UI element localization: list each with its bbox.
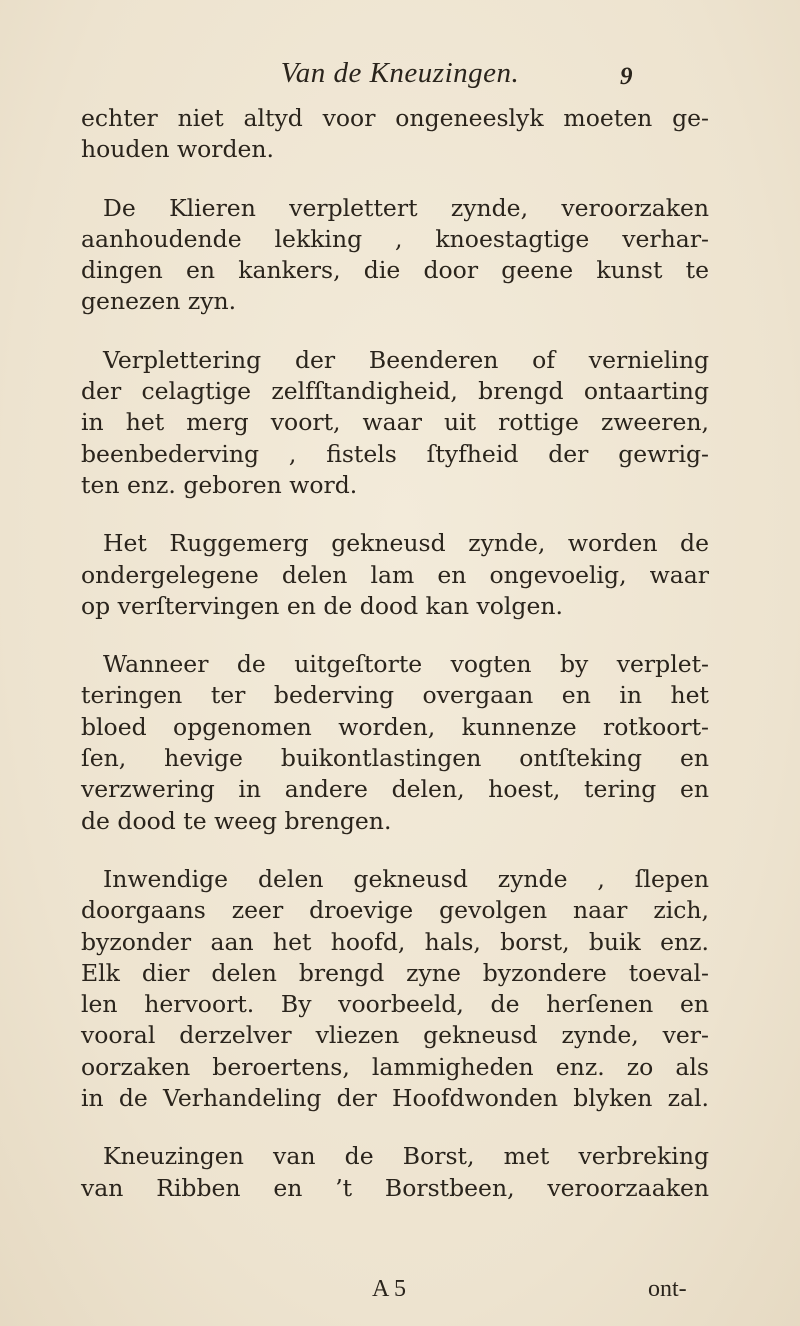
text-line: len hervoort. By voorbeeld, de herſenen en [81, 990, 709, 1019]
text-line: Wanneer de uitgeſtorte vogten by verplet- [103, 650, 709, 679]
paragraph [81, 528, 709, 622]
text-line: oorzaken beroertens, lammigheden enz. zo als [81, 1052, 709, 1081]
text-line: in de Verhandeling der Hoofdwonden blyken zal. [81, 1084, 709, 1113]
text-line: echter niet altyd voor ongeneeslyk moeten ge- [81, 104, 709, 132]
signature-mark: A 5 [372, 1276, 407, 1302]
text-line: Inwendige delen gekneusd zynde , ſlepen [103, 864, 709, 893]
catchword: ont- [648, 1276, 687, 1302]
text-line: vooral derzelver vliezen gekneusd zynde, ver- [81, 1021, 709, 1050]
page-header [0, 55, 800, 95]
text-line: op verſtervingen en de dood kan volgen. [81, 591, 563, 620]
body-text [81, 103, 709, 1204]
text-line: van Ribben en ’t Borstbeen, veroorzaaken [81, 1173, 709, 1202]
text-line: De Klieren verplettert zynde, veroorzaken [103, 193, 709, 222]
paragraph [81, 103, 709, 166]
text-line: beenbederving , fistels ſtyfheid der gewrig- [81, 439, 709, 468]
text-line: genezen zyn. [81, 287, 237, 316]
paragraph [81, 193, 709, 318]
text-line: ten enz. geboren word. [81, 470, 358, 499]
paragraph [81, 649, 709, 837]
text-line: aanhoudende lekking , knoestagtige verhar- [81, 224, 709, 253]
text-line: houden worden. [81, 135, 275, 164]
running-title: Van de Kneuzingen. [280, 57, 520, 89]
text-line: ondergelegene delen lam en ongevoelig, waar [81, 560, 709, 589]
text-line: Elk dier delen brengd zyne byzondere toeval- [81, 958, 709, 987]
text-line: byzonder aan het hoofd, hals, borst, buik enz. [81, 927, 709, 956]
paragraph [81, 1141, 709, 1204]
text-line: ſen, hevige buikontlastingen ontſteking en [81, 744, 709, 773]
page-number: 9 [620, 63, 633, 90]
page-footer [0, 1276, 800, 1310]
text-line: Verplettering der Beenderen of vernieling [103, 345, 709, 374]
paragraph [81, 864, 709, 1114]
text-line: de dood te weeg brengen. [81, 806, 392, 835]
text-line: Kneuzingen van de Borst, met verbreking [103, 1142, 709, 1171]
text-line: bloed opgenomen worden, kunnenze rotkoort- [81, 712, 709, 741]
text-line: teringen ter bederving overgaan en in het [81, 681, 709, 710]
text-line: dingen en kankers, die door geene kunst te [81, 256, 709, 285]
text-line: der celagtige zelfſtandigheid, brengd ontaarting [81, 377, 709, 406]
text-line: Het Ruggemerg gekneusd zynde, worden de [103, 529, 709, 558]
text-line: verzwering in andere delen, hoest, tering en [81, 775, 709, 804]
text-line: in het merg voort, waar uit rottige zweeren, [81, 408, 709, 437]
paragraph [81, 345, 709, 501]
text-line: doorgaans zeer droevige gevolgen naar zich, [81, 896, 709, 925]
